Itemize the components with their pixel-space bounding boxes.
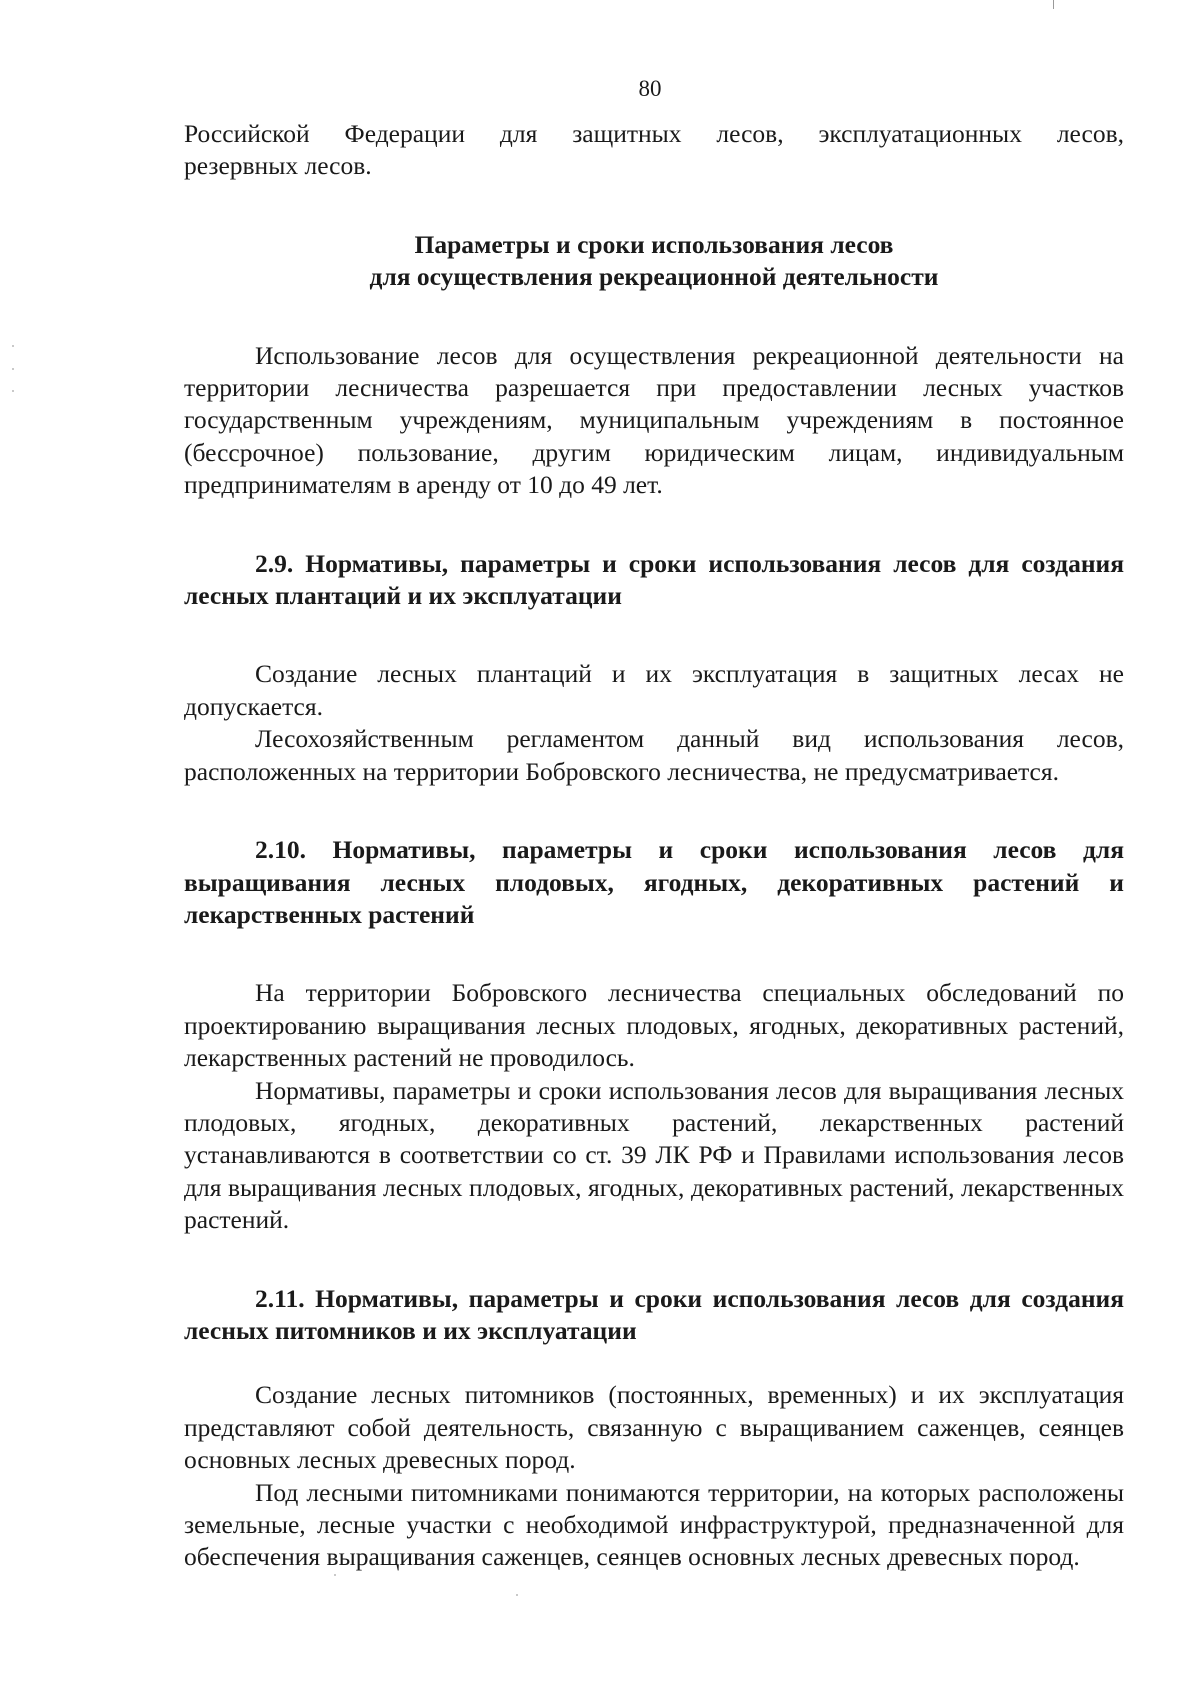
scan-speck	[12, 345, 14, 347]
scan-speck	[334, 1574, 336, 1576]
scan-speck	[12, 390, 14, 392]
intro-line-2: резервных лесов.	[184, 151, 372, 181]
scan-speck	[516, 1594, 518, 1596]
section-2-10-heading: 2.10. Нормативы, параметры и сроки использования лесов для выращивания лесных плодовых, ягодных, декоративных растений и лекарственных растений	[184, 835, 1124, 929]
section-2-11-paragraph-2: Под лесными питомниками понимаются территории, на которых расположены земельные, лесные участки с необходимой инфраструктурой, предназначенной для обеспечения выращивания саженцев, сеянцев основных лесных древесных пород.	[184, 1477, 1124, 1572]
section-2-9-paragraph-2: Лесохозяйственным регламентом данный вид использования лесов, расположенных на территории Бобровского лесничества, не предусматривается.	[184, 724, 1124, 786]
section-2-11-heading: 2.11. Нормативы, параметры и сроки использования лесов для создания лесных питомников и их эксплуатации	[184, 1283, 1124, 1345]
section-2-9-paragraph-1: Создание лесных плантаций и их эксплуатация в защитных лесах не допускается.	[184, 659, 1124, 721]
page-number: 80	[638, 76, 662, 101]
scan-mark	[1053, 0, 1054, 9]
section-2-10-paragraph-2: Нормативы, параметры и сроки использования лесов для выращивания лесных плодовых, ягодных, декоративных растений, лекарственных растений устанавливаются в соответствии со ст. 39 ЛК РФ и Правилами использования лесов для выращивания лесных плодовых, ягодных, декоративных растений, лекарственных растений.	[184, 1075, 1124, 1235]
section-2-9-heading: 2.9. Нормативы, параметры и сроки использования лесов для создания лесных плантаций и их эксплуатации	[184, 548, 1124, 611]
recreation-heading-line-1: Параметры и сроки использования лесов	[414, 229, 894, 259]
recreation-paragraph: Использование лесов для осуществления рекреационной деятельности на территории лесничества разрешается при предоставлении лесных участков государственным учреждениям, муниципальным учреждениям в постоянное (бессрочное) пользование, другим юридическим лицам, индивидуальным предпринимателям в аренду от 10 до 49 лет.	[184, 340, 1124, 500]
document-body	[184, 118, 1124, 1574]
scan-speck	[12, 368, 14, 370]
intro-line-1: Российской Федерации для защитных лесов, эксплуатационных лесов,	[184, 119, 1124, 148]
recreation-heading-line-2: для осуществления рекреационной деятельности	[369, 262, 939, 292]
section-2-11-paragraph-1: Создание лесных питомников (постоянных, временных) и их эксплуатация представляют собой деятельность, связанную с выращиванием саженцев, сеянцев основных лесных древесных пород.	[184, 1380, 1124, 1475]
section-2-10-paragraph-1: На территории Бобровского лесничества специальных обследований по проектированию выращивания лесных плодовых, ягодных, декоративных растений, лекарственных растений не проводилось.	[184, 978, 1124, 1073]
